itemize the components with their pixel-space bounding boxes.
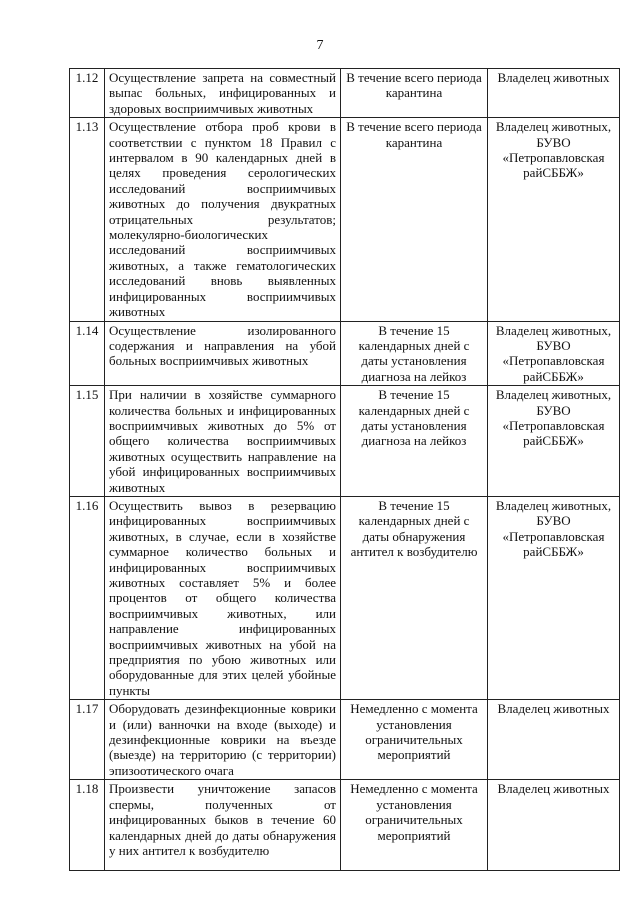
measure-text: При наличии в хозяйстве суммарного количества больных и инфицированных восприимчивых животных до 5% от общего количества восприимчивых животных осуществить направление на убой инфицированных восприимчивых животных [105,386,341,497]
table-row [70,496,620,699]
responsible-line: райСББЖ» [523,544,584,560]
measure-term: В течение 15 календарных дней с даты установления диагноза на лейкоз [341,321,488,386]
row-number: 1.14 [70,321,105,386]
page-number: 7 [316,38,324,53]
responsible-line: райСББЖ» [523,368,584,384]
measure-term: Немедленно с момента установления ограничительных мероприятий [341,700,488,780]
table-row [70,780,620,871]
responsible-line: «Петропавловская [502,150,605,166]
measure-responsible [488,700,620,780]
row-number: 1.12 [70,69,105,118]
responsible-line: БУВО [536,402,571,418]
responsible-line: Владелец животных, [495,387,612,403]
row-number: 1.18 [70,780,105,871]
measure-term: В течение всего периода карантина [341,118,488,321]
measure-text: Осуществление запрета на совместный выпас больных, инфицированных и здоровых восприимчивых животных [105,69,341,118]
responsible-line: БУВО [536,134,571,150]
row-number: 1.13 [70,118,105,321]
measure-responsible [488,386,620,497]
measures-table [69,68,620,871]
responsible-line: «Петропавловская [502,353,605,369]
measure-term: Немедленно с момента установления ограничительных мероприятий [341,780,488,871]
row-number: 1.17 [70,700,105,780]
measure-responsible [488,118,620,321]
table-row [70,386,620,497]
responsible-line: Владелец животных [497,781,610,797]
measure-text: Оборудовать дезинфекционные коврики и (или) ванночки на входе (выходе) и дезинфекционные коврики на въезде (выезде) на территорию (с территории) эпизоотического очага [105,700,341,780]
measure-responsible [488,496,620,699]
table-row [70,321,620,386]
measure-responsible [488,780,620,871]
measure-term: В течение 15 календарных дней с даты установления диагноза на лейкоз [341,386,488,497]
table-row [70,69,620,118]
measure-responsible [488,321,620,386]
measure-text: Осуществление изолированного содержания и направления на убой больных восприимчивых животных [105,321,341,386]
responsible-line: Владелец животных [497,70,610,85]
responsible-line: Владелец животных, [495,497,612,513]
responsible-line: райСББЖ» [523,433,584,449]
responsible-line: «Петропавловская [502,417,605,433]
table-row [70,118,620,321]
measure-text: Произвести уничтожение запасов спермы, полученных от инфицированных быков в течение 60 календарных дней до даты обнаружения у них антител к возбудителю [105,780,341,871]
responsible-line: БУВО [536,513,571,529]
measure-term: В течение всего периода карантина [341,69,488,118]
responsible-line: БУВО [536,337,571,353]
measure-term: В течение 15 календарных дней с даты обнаружения антител к возбудителю [341,496,488,699]
measure-text: Осуществить вывоз в резервацию инфицированных восприимчивых животных, в случае, если в хозяйстве суммарное количество больных и инфицированных восприимчивых животных составляет 5% и более процентов от общего количества восприимчивых животных, или направление инфицированных восприимчивых животных на убой на предприятия по убою животных или оборудованные для этих целей убойные пункты [105,496,341,699]
responsible-line: райСББЖ» [523,165,584,181]
responsible-line: «Петропавловская [502,528,605,544]
responsible-line: Владелец животных, [495,322,612,338]
responsible-line: Владелец животных [497,701,610,717]
responsible-line: Владелец животных, [495,119,612,135]
row-number: 1.15 [70,386,105,497]
row-number: 1.16 [70,496,105,699]
measure-text: Осуществление отбора проб крови в соответствии с пунктом 18 Правил с интервалом в 90 календарных дней в целях проведения серологических исследований восприимчивых животных до получения двукратных отрицательных результатов; молекулярно-биологических исследований восприимчивых животных, а также гематологических исследований вновь выявленных инфицированных восприимчивых животных [105,118,341,321]
table-row [70,700,620,780]
measure-responsible [488,69,620,118]
